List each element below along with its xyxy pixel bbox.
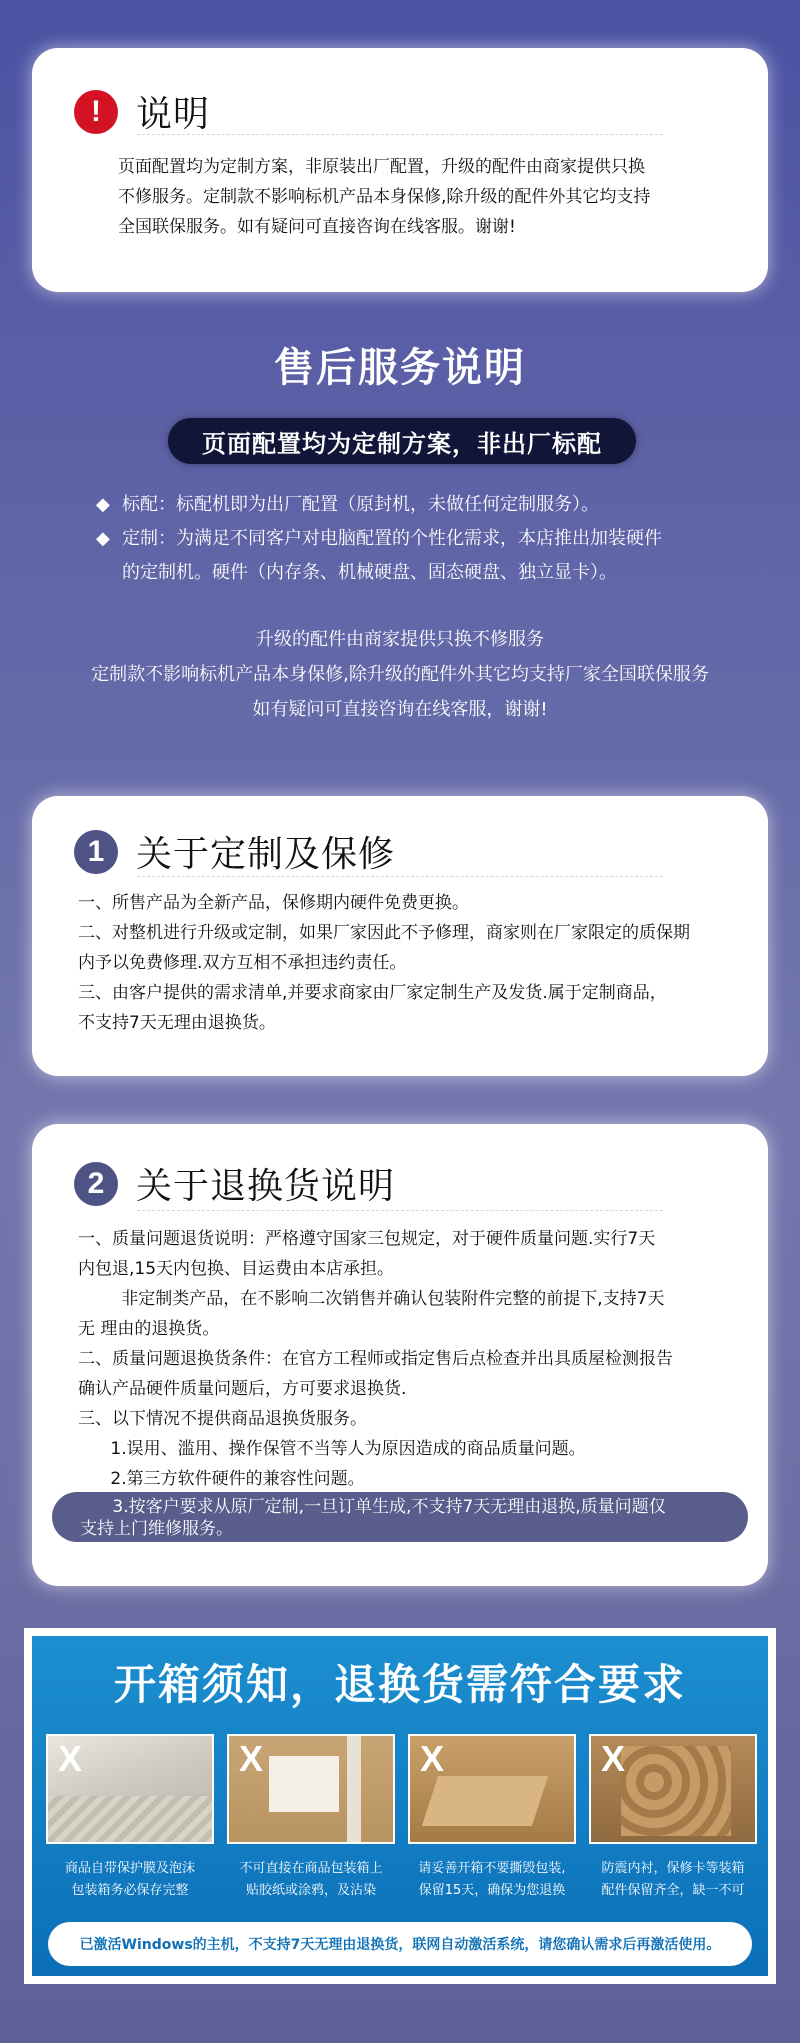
intro-card xyxy=(32,48,768,292)
caption-line: 保留15天，确保为您退换 xyxy=(418,1883,566,1898)
activation-notice: 已激活Windows的主机，不支持7天无理由退换货，联网自动激活系统，请您确认需求后再激活使用。 xyxy=(48,1922,752,1966)
section2-title-row xyxy=(74,1158,395,1209)
section1-card xyxy=(32,796,768,1076)
divider xyxy=(137,134,663,135)
aftersale-notes xyxy=(0,622,800,727)
section2-line: 1.误用、滥用、操作保管不当等人为原因造成的商品质量问题。 xyxy=(78,1439,586,1459)
section1-line: 内予以免费修理.双方互相不承担违约责任。 xyxy=(78,953,407,973)
bullet-text: 标配：标配机即为出厂配置（原封机，未做任何定制服务）。 xyxy=(122,494,599,515)
bullet-item-continuation xyxy=(96,556,662,590)
section2-line: 无 理由的退换货。 xyxy=(78,1319,220,1339)
section1-line: 一、所售产品为全新产品，保修期内硬件免费更换。 xyxy=(78,893,469,913)
intro-title: 说明 xyxy=(136,94,211,135)
section2-text xyxy=(78,1224,673,1494)
aftersale-pill: 页面配置均为定制方案，非出厂标配 xyxy=(168,418,636,464)
pulp-texture xyxy=(621,1746,731,1836)
intro-line: 全国联保服务。如有疑问可直接咨询在线客服。谢谢! xyxy=(118,217,516,237)
diamond-bullet-icon: ◆ xyxy=(96,528,110,549)
section2-line: 二、质量问题退换货条件：在官方工程师或指定售后点检查并出具质屋检测报告 xyxy=(78,1349,673,1369)
bullet-item xyxy=(96,488,662,522)
foam-texture xyxy=(48,1796,212,1844)
x-mark-icon: X xyxy=(420,1738,445,1779)
exclamation-icon: ! xyxy=(74,90,118,134)
section1-line: 不支持7天无理由退换货。 xyxy=(78,1013,276,1033)
x-mark-icon: X xyxy=(239,1738,264,1779)
intro-title-row xyxy=(74,86,210,137)
caption-line: 包装箱务必保存完整 xyxy=(71,1883,189,1898)
bullet-text: 定制：为满足不同客户对电脑配置的个性化需求，本店推出加装硬件 xyxy=(122,528,662,549)
section2-line: 三、以下情况不提供商品退换货服务。 xyxy=(78,1409,367,1429)
note-line: 升级的配件由商家提供只换不修服务 xyxy=(256,629,544,650)
section1-title-row xyxy=(74,826,395,877)
bullet-item xyxy=(96,522,662,556)
intro-text xyxy=(118,152,650,242)
note-line: 定制款不影响标机产品本身保修,除升级的配件外其它均支持厂家全国联保服务 xyxy=(91,664,709,685)
section2-line: 一、质量问题退货说明：严格遵守国家三包规定，对于硬件质量问题.实行7天 xyxy=(78,1229,656,1249)
caption-line: 不可直接在商品包装箱上 xyxy=(239,1861,383,1876)
section1-text xyxy=(78,888,690,1038)
tape-strip xyxy=(347,1736,361,1844)
caption-line: 防震内衬，保修卡等装箱 xyxy=(601,1861,745,1876)
caption xyxy=(225,1858,397,1902)
open-box-photo xyxy=(408,1734,576,1844)
caption xyxy=(44,1858,216,1902)
divider xyxy=(137,1210,663,1211)
caption-line: 请妥善开箱不要撕毁包装, xyxy=(418,1861,566,1876)
caption-line: 贴胶纸或涂鸦，及沾染 xyxy=(245,1883,376,1898)
pulp-insert-photo xyxy=(589,1734,757,1844)
number-two-icon: 2 xyxy=(74,1162,118,1206)
box-flap xyxy=(422,1776,548,1826)
note-line: 如有疑问可直接咨询在线客服，谢谢! xyxy=(252,699,548,720)
section2-highlight xyxy=(52,1492,748,1542)
section1-line: 三、由客户提供的需求清单,并要求商家由厂家定制生产及发货.属于定制商品， xyxy=(78,983,667,1003)
number-one-icon: 1 xyxy=(74,830,118,874)
caption-line: 配件保留齐全，缺一不可 xyxy=(601,1883,745,1898)
section2-line: 内包退,15天内包换、目运费由本店承担。 xyxy=(78,1259,395,1279)
taped-box-photo xyxy=(227,1734,395,1844)
bullet-text: 的定制机。硬件（内存条、机械硬盘、固态硬盘、独立显卡）。 xyxy=(122,562,617,583)
section1-title: 关于定制及保修 xyxy=(136,834,396,875)
caption xyxy=(406,1858,578,1902)
unboxing-banner xyxy=(24,1628,776,1984)
section2-line: 非定制类产品，在不影响二次销售并确认包装附件完整的前提下,支持7天 xyxy=(78,1289,665,1309)
section2-line: 确认产品硬件质量问题后，方可要求退换货. xyxy=(78,1379,407,1399)
intro-line: 页面配置均为定制方案，非原装出厂配置，升级的配件由商家提供只换 xyxy=(118,157,645,177)
section2-line: 2.第三方软件硬件的兼容性问题。 xyxy=(78,1469,365,1489)
section1-line: 二、对整机进行升级或定制，如果厂家因此不予修理，商家则在厂家限定的质保期 xyxy=(78,923,690,943)
foam-packaging-photo xyxy=(46,1734,214,1844)
caption-line: 商品自带保护膜及泡沫 xyxy=(64,1861,195,1876)
banner-inner xyxy=(32,1636,768,1976)
highlight-line: 支持上门维修服务。 xyxy=(80,1519,233,1539)
diamond-bullet-icon: ◆ xyxy=(96,494,110,515)
intro-line: 不修服务。定制款不影响标机产品本身保修,除升级的配件外其它均支持 xyxy=(118,187,651,207)
x-mark-icon: X xyxy=(601,1738,626,1779)
aftersale-heading: 售后服务说明 xyxy=(274,345,526,391)
section2-title: 关于退换货说明 xyxy=(136,1166,396,1207)
highlight-line: 3.按客户要求从原厂定制,一旦订单生成,不支持7天无理由退换,质量问题仅 xyxy=(80,1497,666,1517)
caption xyxy=(587,1858,759,1902)
x-mark-icon: X xyxy=(58,1738,83,1779)
shipping-label xyxy=(269,1756,339,1812)
aftersale-bullets xyxy=(96,488,662,590)
banner-title: 开箱须知，退换货需符合要求 xyxy=(113,1660,686,1709)
divider xyxy=(137,876,663,877)
